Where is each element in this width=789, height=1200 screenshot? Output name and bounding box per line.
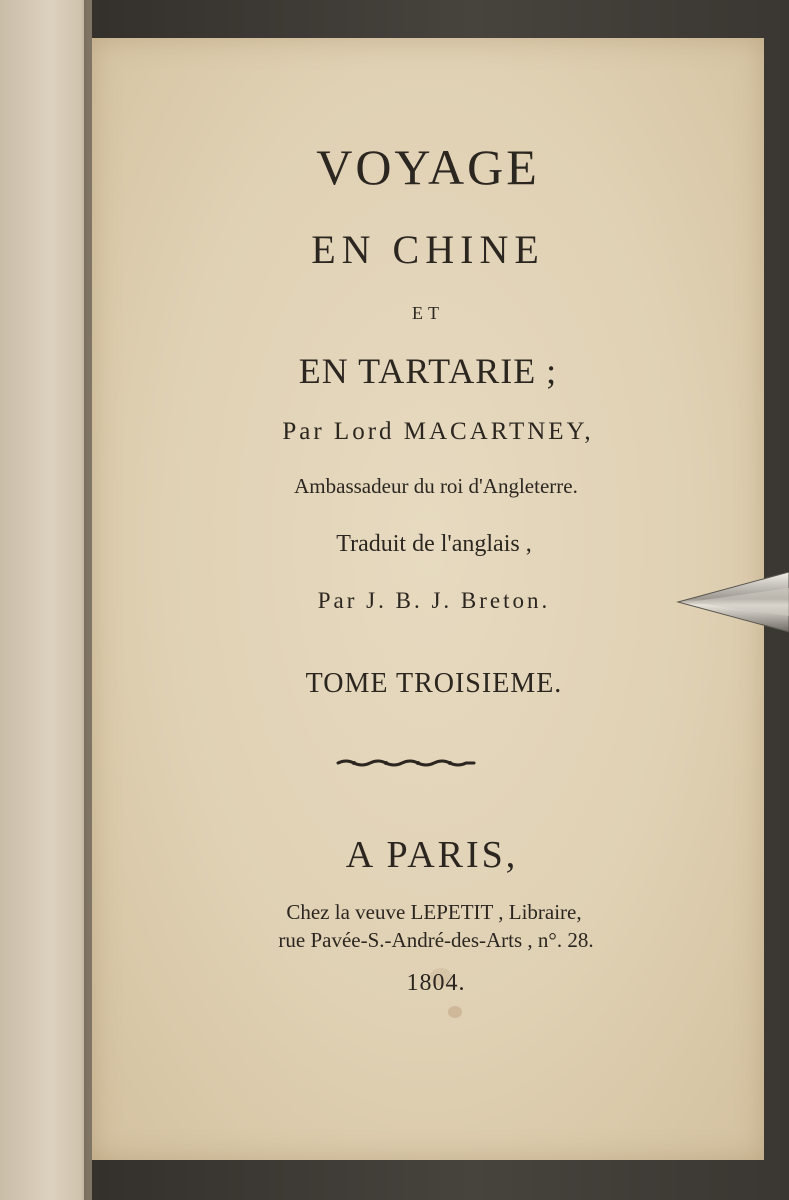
author-line: Par Lord MACARTNEY, bbox=[282, 418, 594, 445]
book-title: VOYAGE bbox=[316, 139, 540, 195]
metal-page-clip-icon bbox=[676, 566, 789, 638]
author-role: Ambassadeur du roi d'Angleterre. bbox=[294, 474, 578, 498]
publication-city: A PARIS, bbox=[345, 834, 519, 876]
publication-year: 1804. bbox=[406, 970, 466, 996]
title-page bbox=[92, 38, 764, 1160]
left-page-edge bbox=[0, 0, 92, 1200]
translation-note: Traduit de l'anglais , bbox=[336, 531, 532, 557]
title-place: EN TARTARIE ; bbox=[298, 351, 558, 391]
book-subtitle: EN CHINE bbox=[311, 227, 545, 272]
title-conjunction: ET bbox=[412, 303, 444, 323]
volume-number: TOME TROISIEME. bbox=[305, 668, 563, 699]
publisher-address: rue Pavée-S.-André-des-Arts , n°. 28. bbox=[278, 928, 594, 952]
publisher-line: Chez la veuve LEPETIT , Libraire, bbox=[286, 900, 582, 924]
title-page-text bbox=[92, 38, 764, 1160]
decorative-rule-icon bbox=[336, 756, 476, 770]
translator-line: Par J. B. J. Breton. bbox=[317, 588, 551, 613]
